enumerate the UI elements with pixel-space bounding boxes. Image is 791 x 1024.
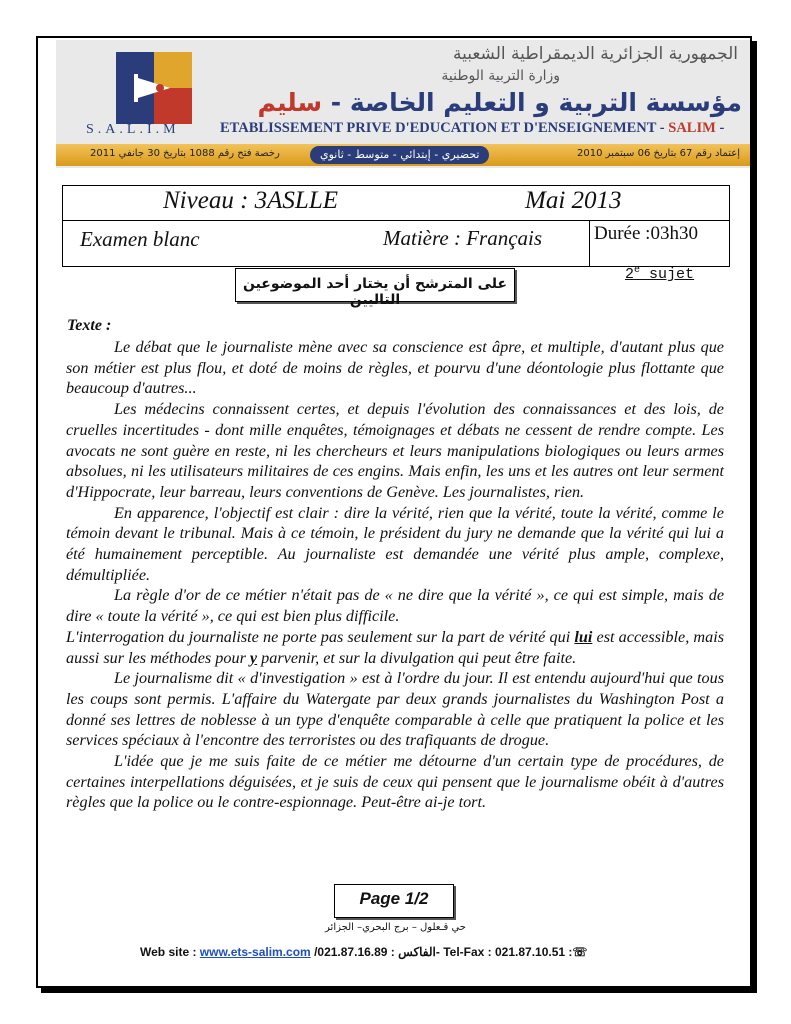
french-institution-end: - [715, 120, 725, 136]
text-label: Texte : [67, 317, 112, 334]
underlined-word-y: y [249, 648, 258, 667]
paragraph: Le journalisme dit « d'investigation » est à l'ordre du jour. Il est entendu aujourd'hui que tous les coups sont permis. L'affaire du Watergate par deux grands journalistes du Washington Post a donné ses lettres de noblesse à un type d'enquête comparable à celle que pratiquent la police et les services spéciaux à l'encontre des terroristes ou des trafiquants de drogue. [66, 669, 724, 750]
duration: Durée :03h30 [594, 223, 698, 244]
paragraph: Les médecins connaissent certes, et depuis l'évolution des connaissances et des lois, de cruelles incertitudes - dont mille enquêtes, témoignages et débats ne cessent de rendre compte. Les avocats ne sont guère en reste, ni les chercheurs et leurs manipulations biologiques ou leurs armes absolues, ni les utilisateurs militaires de ces engins. Mais enfin, les uns et les autres ont leur serment d'Hippocrate, leur barreau, leurs conventions de Genève. Les journalistes, rien. [66, 400, 724, 501]
instruction-box [235, 268, 515, 308]
arabic-institution-main: مؤسسة التربية و التعليم الخاصة - [322, 88, 742, 117]
paragraph-part: est accessible, mais aussi sur les méthodes pour [66, 627, 724, 667]
accreditation-strip [56, 144, 750, 166]
contact-line [140, 945, 587, 959]
subject-number-sup: e [634, 265, 641, 276]
french-institution [220, 120, 724, 137]
paragraph: En apparence, l'objectif est clair : dire la vérité, rien que la vérité, toute la vérité, comme le témoin devant le tribunal. Mais à ce témoin, le président du jury ne demande que la vérité qui lui a été humainement perceptible. Au journaliste est demandée une vérité plus ample, complexe, démultipliée. [66, 503, 724, 584]
text-body [66, 337, 724, 813]
subject: Matière : Français [383, 226, 543, 250]
exam-type: Examen blanc [80, 227, 200, 251]
duration-cell [589, 220, 730, 266]
paragraph: La règle d'or de ce métier n'était pas de « ne dire que la vérité », ce qui est simple, mais de dire « toute la vérité », ce qui est bien plus difficile. [66, 586, 724, 626]
school-levels: تحضيري - إبتدائي - متوسط - ثانوي [310, 146, 489, 164]
info-row-level [63, 186, 729, 221]
underlined-word-lui: lui [574, 627, 593, 646]
page-number-box [334, 884, 454, 918]
exam-info-table [62, 185, 730, 267]
paragraph: Le débat que le journaliste mène avec sa conscience est âpre, et multiple, d'autant plus que son métier est plus flou, et doté de moins de règles, et pourvu d'une déontologie plus flottante que beaucoup d'autres... [66, 338, 724, 398]
arabic-institution [257, 88, 742, 117]
subject-number-digit: 2 [625, 266, 635, 283]
subject-number-label: sujet [640, 266, 695, 283]
paragraph: L'idée que je me suis faite de ce métier me détourne d'un certain type de procédures, de certaines interpellations déguisées, et je suis de ceux qui pensent que le journalisme obéit à d'autres règles que la police ou le contre-espionnage. Peut-être ai-je tort. [66, 752, 724, 812]
instruction-text: على المترشح أن يختار أحد الموضوعين التاليين [242, 276, 508, 308]
header-banner [56, 40, 750, 168]
address: حي قـعلول – برج البحري– الجزائر [325, 922, 466, 933]
opening-license: رخصة فتح رقم 1088 بتاريخ 30 جانفي 2011 [90, 148, 280, 159]
web-label: Web site : [140, 945, 200, 959]
arabic-republic: الجمهورية الجزائرية الديمقراطية الشعبية [452, 44, 738, 64]
exam-date: Mai 2013 [525, 187, 622, 214]
website-link[interactable]: www.ets-salim.com [199, 945, 311, 959]
french-institution-brand: SALIM [668, 120, 716, 136]
phone-fax: /021.87.16.89 : الفاكس- Tel-Fax : 021.87.10.51 : [310, 945, 573, 959]
level: Niveau : 3ASLLE [163, 187, 338, 214]
salim-logo [88, 48, 198, 128]
paragraph [66, 627, 724, 668]
phone-icon: ☏ [572, 945, 588, 959]
page-number: Page 1/2 [359, 889, 429, 908]
paragraph-part: L'interrogation du journaliste ne porte pas seulement sur la part de vérité qui [66, 627, 575, 646]
arabic-ministry: وزارة التربية الوطنية [441, 68, 560, 84]
accreditation-number: إعتماد رقم 67 بتاريخ 06 سبتمبر 2010 [577, 148, 740, 159]
subject-number [625, 265, 694, 283]
french-institution-main: ETABLISSEMENT PRIVE D'EDUCATION ET D'ENSEIGNEMENT - [220, 120, 669, 136]
logo-text: S.A.L.I.M [86, 122, 180, 137]
arabic-institution-brand: سليم [257, 88, 323, 117]
paragraph-part: parvenir, et sur la divulgation qui peut être faite. [257, 648, 577, 667]
